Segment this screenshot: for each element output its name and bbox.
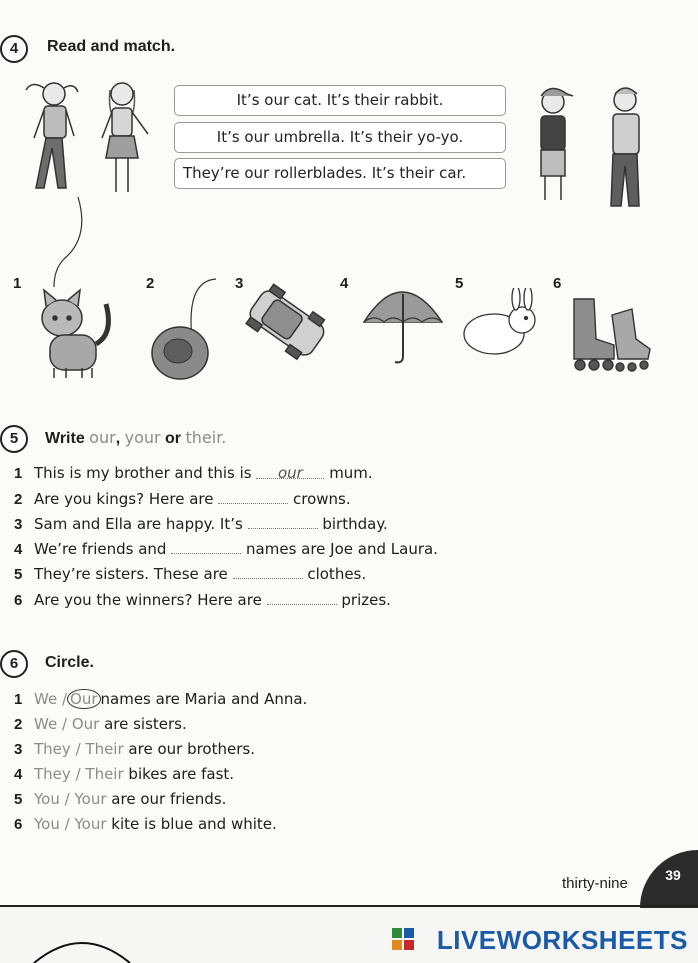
exercise-5-title-or: or: [165, 430, 182, 447]
liveworksheets-logo-icon: [392, 928, 414, 950]
ex5-item-5-after: clothes.: [307, 565, 367, 583]
exercise-5-title-our: our: [89, 428, 116, 447]
ex6-item-6-slash: /: [64, 815, 70, 833]
ex6-item-5-rest: are our friends.: [111, 790, 227, 808]
ex5-item-2-after: crowns.: [293, 490, 351, 508]
ex6-item-3-number: 3: [14, 741, 23, 758]
ex5-item-5-before: They’re sisters. These are: [34, 565, 228, 583]
ex5-item-5-number: 5: [14, 566, 23, 583]
liveworksheets-brand[interactable]: LIVEWORKSHEETS: [436, 925, 688, 955]
ex5-item-6-number: 6: [14, 592, 23, 609]
ex6-item-6-rest: kite is blue and white.: [111, 815, 277, 833]
ex5-item-1-before: This is my brother and this is: [34, 464, 252, 482]
ex5-item-1-number: 1: [14, 465, 23, 482]
ex6-item-3-rest: are our brothers.: [128, 740, 255, 758]
rabbit-picture: [458, 288, 546, 360]
ex6-item-1-rest: names are Maria and Anna.: [100, 690, 308, 708]
ex5-item-1: [14, 464, 373, 482]
picture-number-3: 3: [235, 275, 244, 292]
ex5-item-1-after: mum.: [329, 464, 373, 482]
ex5-item-3-after: birthday.: [322, 515, 388, 533]
ex6-item-2-option-b[interactable]: Our: [71, 715, 100, 733]
ex6-item-1-number: 1: [14, 691, 23, 708]
ex6-item-6: [14, 815, 277, 833]
ex6-item-5-number: 5: [14, 791, 23, 808]
sentence-box-2[interactable]: It’s our umbrella. It’s their yo-yo.: [174, 122, 506, 153]
ex6-item-5-slash: /: [64, 790, 70, 808]
exercise-6-title: Circle.: [45, 654, 94, 671]
exercise-5-number: 5: [0, 425, 28, 453]
picture-number-5: 5: [455, 275, 464, 292]
picture-number-2: 2: [146, 275, 155, 292]
ex6-item-2-rest: are sisters.: [104, 715, 187, 733]
ex6-item-4-rest: bikes are fast.: [128, 765, 235, 783]
boys-illustration: [525, 80, 655, 215]
ex6-item-5-option-a[interactable]: You: [34, 790, 60, 808]
page-word: thirty-nine: [562, 875, 628, 892]
ex6-item-5-option-b[interactable]: Your: [74, 790, 107, 808]
ex5-item-4-number: 4: [14, 541, 23, 558]
ex6-item-2-slash: /: [61, 715, 68, 733]
ex5-item-2-number: 2: [14, 491, 23, 508]
ex6-item-2-number: 2: [14, 716, 23, 733]
ex6-item-2-option-a[interactable]: We: [34, 715, 58, 733]
ex5-item-3-blank[interactable]: [248, 514, 318, 529]
exercise-5-title-write: Write: [45, 430, 85, 447]
girls-illustration: [14, 72, 164, 207]
ex6-item-2: [14, 715, 187, 733]
ex6-item-3: [14, 740, 255, 758]
ex6-item-1-slash: /: [61, 690, 68, 708]
exercise-4-number: 4: [0, 35, 28, 63]
toy-car-picture: [238, 275, 328, 370]
sentence-box-3[interactable]: They’re our rollerblades. It’s their car.: [174, 158, 506, 189]
exercise-4-title: Read and match.: [47, 38, 176, 55]
ex5-item-5-blank[interactable]: [233, 564, 303, 579]
picture-number-1: 1: [13, 275, 22, 292]
ex6-item-4: [14, 765, 234, 783]
ex6-item-3-option-a[interactable]: They: [34, 740, 71, 758]
ex6-item-4-slash: /: [75, 765, 81, 783]
ex5-item-3-before: Sam and Ella are happy. It’s: [34, 515, 243, 533]
ex6-item-3-slash: /: [75, 740, 81, 758]
ex5-item-2-blank[interactable]: [218, 489, 288, 504]
ex5-item-4-blank[interactable]: [171, 539, 241, 554]
ex5-item-6-after: prizes.: [341, 591, 391, 609]
exercise-5-title-your: your: [124, 428, 161, 447]
ex6-item-6-number: 6: [14, 816, 23, 833]
ex6-item-5: [14, 790, 226, 808]
divider: [0, 905, 698, 907]
cat-picture: [32, 280, 114, 382]
ex5-item-5: [14, 564, 366, 583]
ex6-item-4-option-b[interactable]: Their: [85, 765, 124, 783]
ex6-item-3-option-b[interactable]: Their: [85, 740, 124, 758]
ex6-item-4-number: 4: [14, 766, 23, 783]
ex5-item-3-number: 3: [14, 516, 23, 533]
ex6-item-6-option-a[interactable]: You: [34, 815, 60, 833]
rollerblades-picture: [568, 295, 653, 377]
ex5-item-6-before: Are you the winners? Here are: [34, 591, 262, 609]
exercise-5-title-their: their.: [185, 428, 227, 447]
ex5-item-4-after: names are Joe and Laura.: [246, 540, 438, 558]
exercise-5-title: Write our, your or their.: [45, 428, 227, 447]
ex5-item-6: [14, 590, 391, 609]
ex6-item-6-option-b[interactable]: Your: [74, 815, 107, 833]
ex6-item-1: [14, 690, 307, 708]
page-number: 39: [665, 867, 681, 883]
ex5-item-3: [14, 514, 388, 533]
ex5-item-1-blank[interactable]: our: [256, 464, 324, 479]
exercise-6-number: 6: [0, 650, 28, 678]
yoyo-picture: [148, 275, 226, 383]
picture-number-4: 4: [340, 275, 349, 292]
ex6-item-1-option-a[interactable]: We: [34, 690, 58, 708]
circle-decoration: [30, 935, 140, 963]
ex5-item-2-before: Are you kings? Here are: [34, 490, 214, 508]
example-match-line: [40, 195, 90, 290]
ex5-item-4: [14, 539, 438, 558]
ex5-item-4-before: We’re friends and: [34, 540, 167, 558]
picture-number-6: 6: [553, 275, 562, 292]
ex6-item-4-option-a[interactable]: They: [34, 765, 71, 783]
sentence-box-1[interactable]: It’s our cat. It’s their rabbit.: [174, 85, 506, 116]
ex6-item-1-option-b-circled[interactable]: Our: [67, 689, 100, 709]
ex5-item-2: [14, 489, 351, 508]
umbrella-picture: [360, 278, 444, 366]
ex5-item-6-blank[interactable]: [267, 590, 337, 605]
